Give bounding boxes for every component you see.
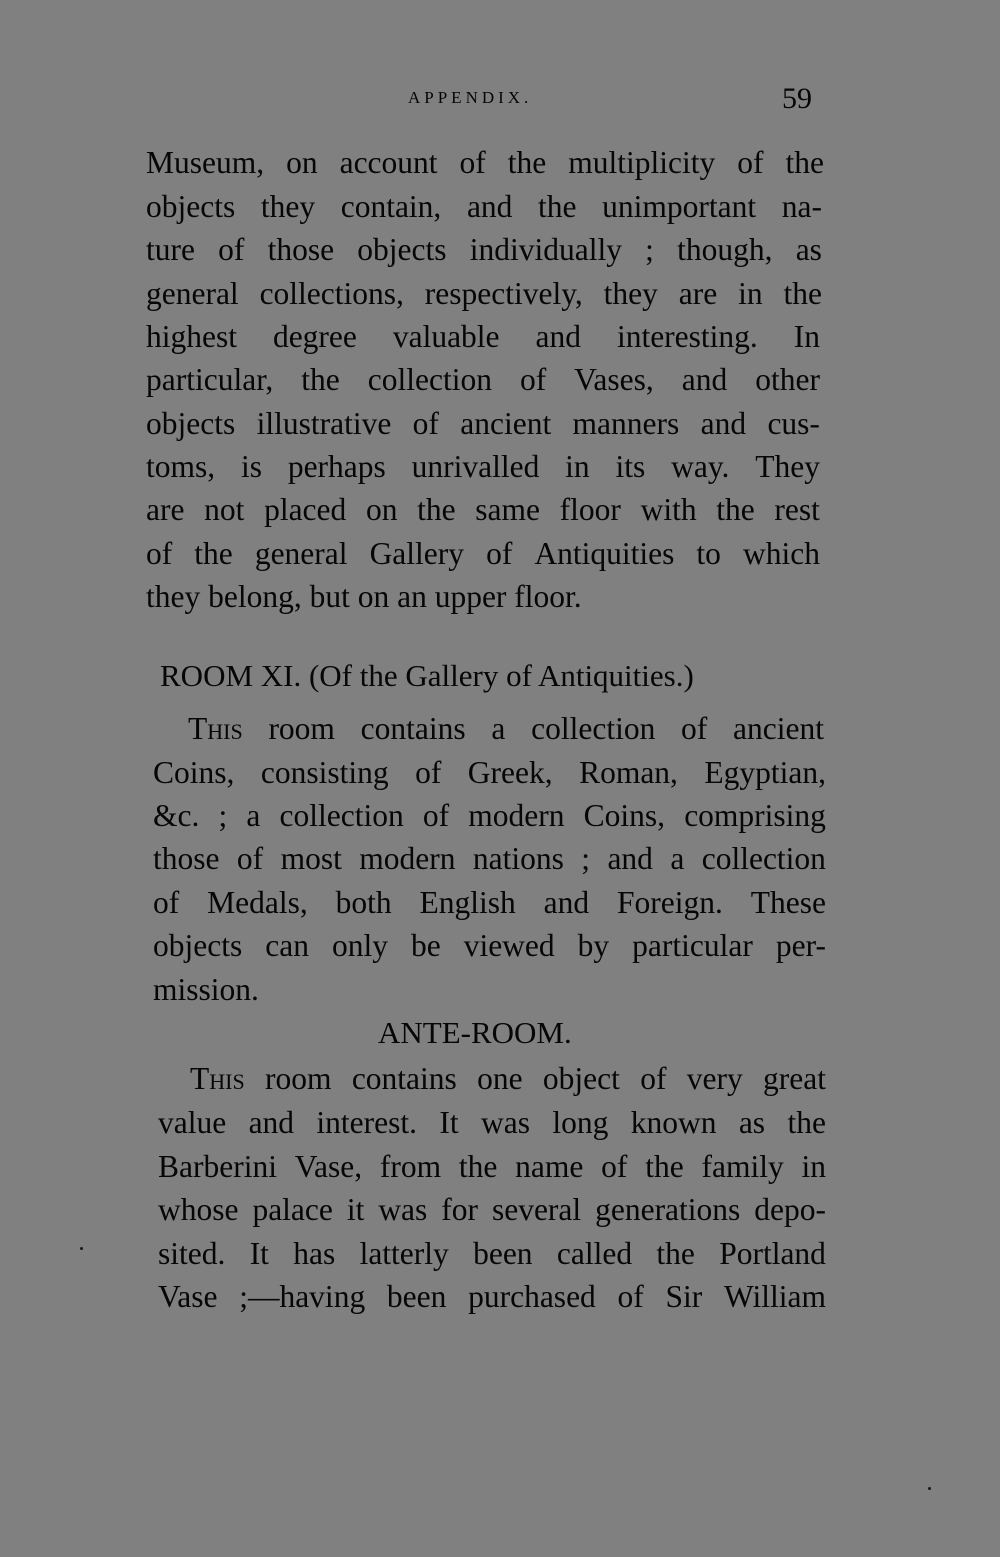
word: William [723, 1279, 826, 1314]
word: as [795, 232, 822, 267]
word: toms, [146, 449, 216, 484]
word: general [146, 276, 239, 311]
word: individually [469, 232, 622, 267]
word: known [630, 1105, 717, 1140]
word: of [617, 1279, 644, 1314]
word: particular [632, 928, 753, 963]
text-line [153, 757, 826, 789]
word: depo- [754, 1192, 826, 1227]
word: way. [671, 449, 730, 484]
word: the [656, 1236, 695, 1271]
word: the [716, 492, 755, 527]
word: other [755, 362, 820, 397]
word: the [507, 145, 547, 180]
word: objects [357, 232, 447, 267]
word: and [607, 841, 653, 876]
word: the [194, 536, 233, 571]
word: collection [279, 798, 404, 833]
word: Sir [665, 1279, 703, 1314]
word: the [417, 492, 456, 527]
word: of [422, 798, 450, 833]
word: Gallery [369, 536, 465, 571]
word: English [419, 885, 516, 920]
text-line [146, 278, 822, 310]
word: for [441, 1192, 478, 1227]
word: the [538, 189, 577, 224]
word: the [645, 1149, 684, 1184]
text-line [146, 451, 820, 483]
word: not [204, 492, 245, 527]
word: of [218, 232, 245, 267]
word: of [737, 145, 764, 180]
text-line [146, 408, 820, 440]
word: latterly [359, 1236, 449, 1271]
word: and [543, 885, 590, 920]
text-line [153, 800, 826, 832]
word: rest [774, 492, 820, 527]
word: to [696, 536, 721, 571]
word: interesting. [616, 319, 758, 354]
word: These [750, 885, 826, 920]
word: sited. [158, 1236, 226, 1271]
word: viewed [463, 928, 555, 963]
word: of [236, 841, 264, 876]
text-line [146, 364, 820, 396]
room-xi-heading: ROOM XI. (Of the Gallery of Antiquities.) [160, 658, 694, 693]
word: floor [559, 492, 621, 527]
word: is [240, 449, 262, 484]
word: Portland [719, 1236, 826, 1271]
running-head: APPENDIX. [408, 88, 533, 107]
word: its [615, 449, 646, 484]
word: from [379, 1149, 442, 1184]
word: manners [572, 406, 680, 441]
word: and [700, 406, 747, 441]
text-line: mission. [153, 972, 259, 1007]
line-remainder: room contains a collection of ancient [242, 711, 824, 746]
word: the [787, 1105, 826, 1140]
word: of [153, 885, 180, 920]
text-line [188, 713, 824, 745]
word: general [254, 536, 348, 571]
word: ; [581, 841, 591, 876]
word: in [565, 449, 590, 484]
word: the [785, 145, 824, 180]
word: multiplicity [568, 145, 716, 180]
word: objects [153, 928, 243, 963]
word: placed [264, 492, 347, 527]
word: ture [146, 232, 195, 267]
word: degree [272, 319, 357, 354]
word: of [459, 145, 486, 180]
word: of [146, 536, 173, 571]
line-remainder: room contains one object of very great [244, 1061, 826, 1096]
word: ; [645, 232, 654, 267]
word: Greek, [467, 755, 553, 790]
word: on [365, 492, 398, 527]
word: collections, [259, 276, 404, 311]
word: both [335, 885, 392, 920]
word: are [146, 492, 185, 527]
word: and [535, 319, 581, 354]
word: same [475, 492, 540, 527]
word: has [293, 1236, 336, 1271]
text-line [190, 1063, 826, 1095]
word: in [738, 276, 763, 311]
word: several [491, 1192, 582, 1227]
word: palace [252, 1192, 333, 1227]
word: It [249, 1236, 269, 1271]
word: unimportant [602, 189, 757, 224]
word: whose [158, 1192, 239, 1227]
word: on [286, 145, 318, 180]
word: of [601, 1149, 628, 1184]
lead-word: This [190, 1061, 245, 1096]
word: purchased [468, 1279, 596, 1314]
text-line [153, 887, 826, 919]
word: the [458, 1149, 498, 1184]
word: generations [595, 1192, 741, 1227]
word: was [378, 1192, 428, 1227]
word: family [701, 1149, 784, 1184]
word: of [486, 536, 513, 571]
text-line [146, 234, 822, 266]
word: a [246, 798, 261, 833]
word: Antiquities [534, 536, 675, 571]
word: ;—having [239, 1279, 366, 1314]
word: Foreign. [617, 885, 723, 920]
text-line: they belong, but on an upper floor. [146, 579, 582, 614]
word: They [755, 449, 820, 484]
word: in [801, 1149, 826, 1184]
word: nations [472, 841, 564, 876]
word: been [473, 1236, 533, 1271]
word: highest [146, 319, 237, 354]
word: objects [146, 189, 236, 224]
word: perhaps [287, 449, 386, 484]
word: though, [677, 232, 773, 267]
word: valuable [392, 319, 500, 354]
word: consisting [260, 755, 389, 790]
text-line [158, 1151, 826, 1183]
word: unrivalled [411, 449, 540, 484]
word: collection [367, 362, 492, 397]
word: Medals, [207, 885, 308, 920]
text-line [158, 1194, 826, 1226]
text-line [146, 321, 820, 353]
text-line [146, 494, 820, 526]
text-line [158, 1107, 826, 1139]
word: Vase, [294, 1149, 363, 1184]
word: and [248, 1105, 295, 1140]
word: long [552, 1105, 609, 1140]
word: value [158, 1105, 227, 1140]
ante-room-heading: ANTE-ROOM. [378, 1015, 572, 1050]
text-line [146, 147, 824, 179]
word: Museum, [146, 145, 265, 180]
word: a [670, 841, 685, 876]
word: the [783, 276, 822, 311]
word: In [793, 319, 820, 354]
word: it [346, 1192, 365, 1227]
word: and [681, 362, 728, 397]
word: Egyptian, [704, 755, 826, 790]
word: which [742, 536, 820, 571]
text-line [158, 1281, 826, 1313]
word: interest. [316, 1105, 418, 1140]
word: been [386, 1279, 447, 1314]
word: particular, [146, 362, 274, 397]
word: Coins, [153, 755, 235, 790]
word: ; [218, 798, 228, 833]
word: as [738, 1105, 766, 1140]
paper-speck [928, 1487, 931, 1490]
word: and [466, 189, 513, 224]
word: per- [775, 928, 826, 963]
word: objects [146, 406, 236, 441]
word: they [603, 276, 658, 311]
word: can [265, 928, 309, 963]
word: Barberini [158, 1149, 277, 1184]
word: Vases, [574, 362, 654, 397]
paper-speck [80, 1247, 83, 1250]
word: ancient [460, 406, 552, 441]
word: name [515, 1149, 584, 1184]
text-line [153, 843, 826, 875]
word: they [260, 189, 316, 224]
word: of [412, 406, 439, 441]
word: Coins, [583, 798, 666, 833]
word: respectively, [424, 276, 583, 311]
word: only [331, 928, 388, 963]
word: the [301, 362, 340, 397]
word: Vase [158, 1279, 218, 1314]
word: by [577, 928, 610, 963]
word: modern [468, 798, 565, 833]
text-line [158, 1238, 826, 1270]
word: It [439, 1105, 459, 1140]
page-number: 59 [782, 82, 812, 115]
word: na- [781, 189, 822, 224]
word: &c. [153, 798, 200, 833]
word: modern [359, 841, 456, 876]
word: collection [701, 841, 826, 876]
word: those [153, 841, 220, 876]
word: cus- [767, 406, 820, 441]
word: contain, [340, 189, 442, 224]
word: was [480, 1105, 530, 1140]
text-line [146, 538, 820, 570]
word: called [556, 1236, 633, 1271]
word: account [339, 145, 438, 180]
word: be [410, 928, 441, 963]
lead-word: This [188, 711, 243, 746]
word: those [267, 232, 335, 267]
word: Roman, [579, 755, 678, 790]
word: most [280, 841, 342, 876]
word: of [415, 755, 442, 790]
word: of [519, 362, 547, 397]
text-line [153, 930, 826, 962]
word: comprising [684, 798, 826, 833]
text-line [146, 191, 822, 223]
word: with [640, 492, 697, 527]
word: are [678, 276, 718, 311]
word: illustrative [256, 406, 392, 441]
